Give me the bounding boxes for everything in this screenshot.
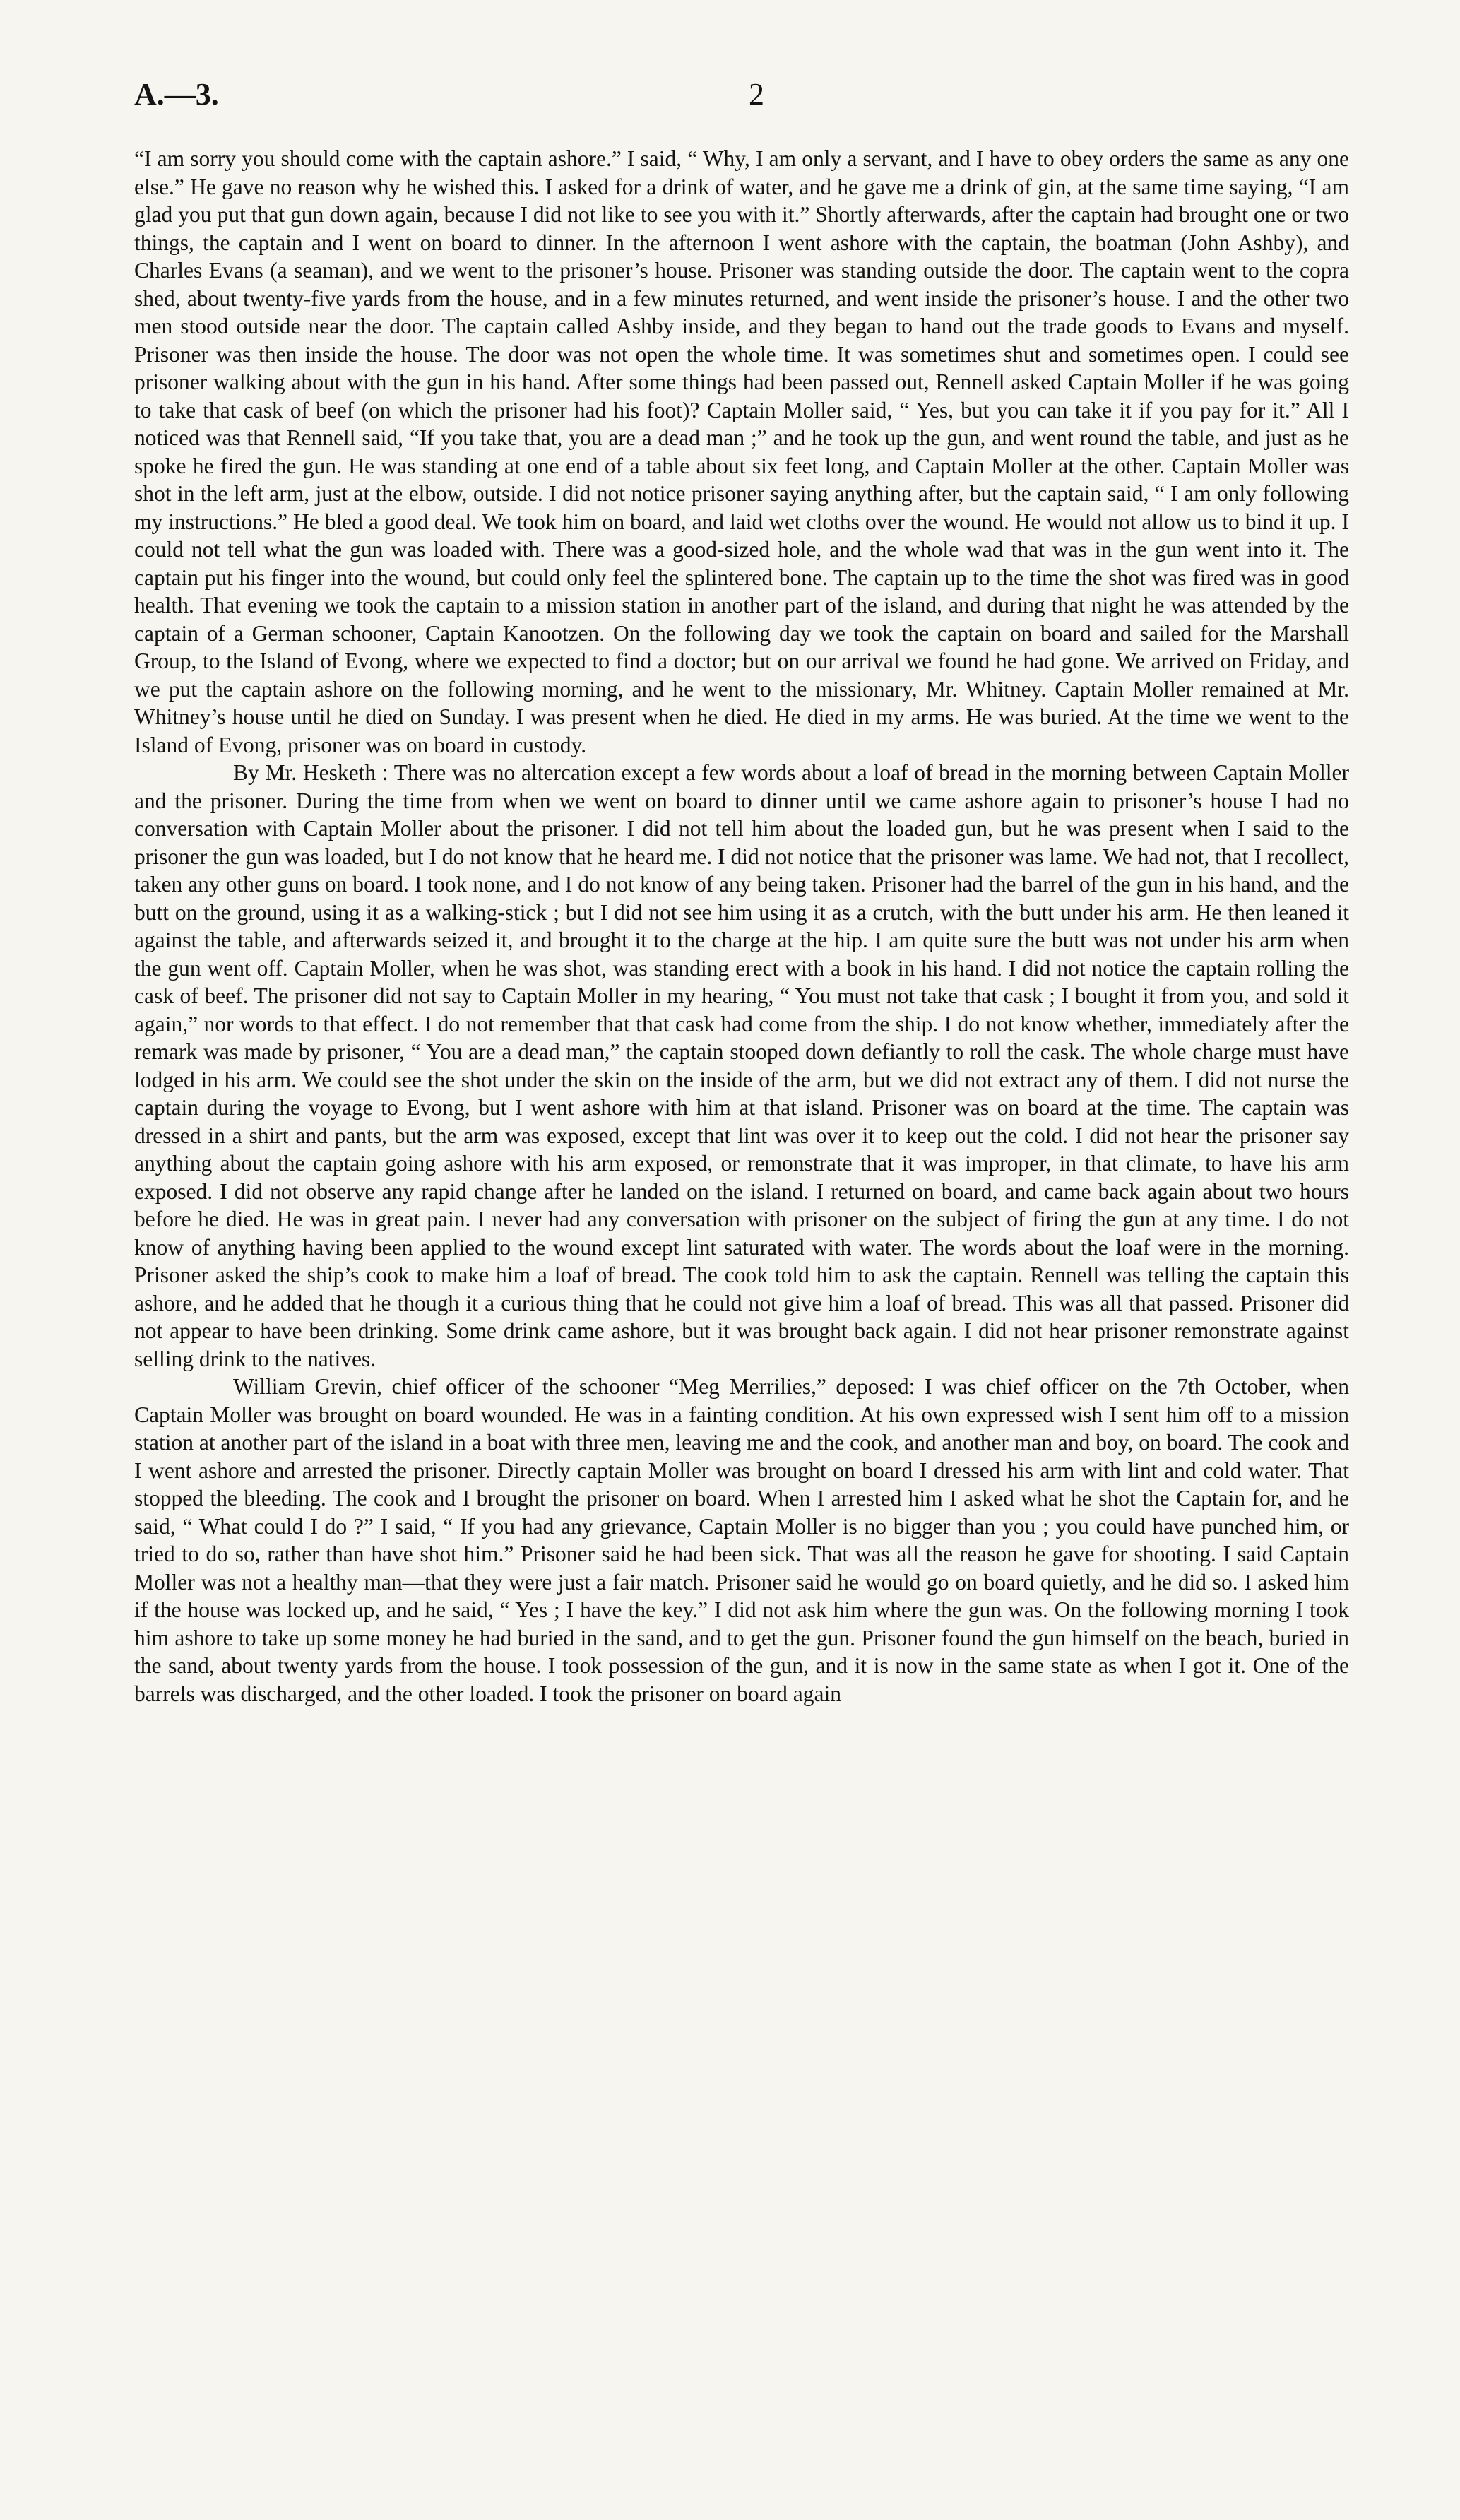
paragraph-testimony-continued: “I am sorry you should come with the captain ashore.” I said, “ Why, I am only a servant, and I have to obey orders the same as any one else.” He gave no reason why he wished this. I asked for a drink of water, and he gave me a drink of gin, at the same time saying, “I am glad you put that gun down again, because I did not like to see you with it.” Shortly afterwards, after the captain had brought one or two things, the captain and I went on board to dinner. In the afternoon I went ashore with the captain, the boatman (John Ashby), and Charles Evans (a seaman), and we went to the prisoner’s house. Prisoner was standing outside the door. The captain went to the copra shed, about twenty-five yards from the house, and in a few minutes returned, and went inside the prisoner’s house. I and the other two men stood outside near the door. The captain called Ashby inside, and they began to hand out the trade goods to Evans and myself. Prisoner was then inside the house. The door was not open the whole time. It was sometimes shut and sometimes open. I could see prisoner walking about with the gun in his hand. After some things had been passed out, Rennell asked Captain Moller if he was going to take that cask of beef (on which the prisoner had his foot)? Captain Moller said, “ Yes, but you can take it if you pay for it.” All I noticed was that Rennell said, “If you take that, you are a dead man ;” and he took up the gun, and went round the table, and just as he spoke he fired the gun. He was standing at one end of a table about six feet long, and Captain Moller at the other. Captain Moller was shot in the left arm, just at the elbow, outside. I did not notice prisoner saying anything after, but the captain said, “ I am only following my instructions.” He bled a good deal. We took him on board, and laid wet cloths over the wound. He would not allow us to bind it up. I could not tell what the gun was loaded with. There was a good-sized hole, and the whole wad that was in the gun went into it. The captain put his finger into the wound, but could only feel the splintered bone. The captain up to the time the shot was fired was in good health. That evening we took the captain to a mission station in another part of the island, and during that night he was attended by the captain of a German schooner, Captain Kanootzen. On the following day we took the captain on board and sailed for the Marshall Group, to the Island of Evong, where we expected to find a doctor; but on our arrival we found he had gone. We arrived on Friday, and we put the captain ashore on the following morning, and he went to the missionary, Mr. Whitney. Captain Moller remained at Mr. Whitney’s house until he died on Sunday. I was present when he died. He died in my arms. He was buried. At the time we went to the Island of Evong, prisoner was on board in custody.: [134, 146, 1349, 757]
body-text: [134, 145, 1349, 1708]
paragraph-cross-examination: By Mr. Hesketh : There was no altercation except a few words about a loaf of bread in the morning between Captain Moller and the prisoner. During the time from when we went on board to dinner until we came ashore again to prisoner’s house I had no conversation with Captain Moller about the prisoner. I did not tell him about the loaded gun, but he was present when I said to the prisoner the gun was loaded, but I do not know that he heard me. I did not notice that the prisoner was lame. We had not, that I recollect, taken any other guns on board. I took none, and I do not know of any being taken. Prisoner had the barrel of the gun in his hand, and the butt on the ground, using it as a walking-stick ; but I did not see him using it as a crutch, with the butt under his arm. He then leaned it against the table, and afterwards seized it, and brought it to the charge at the hip. I am quite sure the butt was not under his arm when the gun went off. Captain Moller, when he was shot, was standing erect with a book in his hand. I did not notice the captain rolling the cask of beef. The prisoner did not say to Captain Moller in my hearing, “ You must not take that cask ; I bought it from you, and sold it again,” nor words to that effect. I do not remember that that cask had come from the ship. I do not know whether, immediately after the remark was made by prisoner, “ You are a dead man,” the captain stooped down defiantly to roll the cask. The whole charge must have lodged in his arm. We could see the shot under the skin on the inside of the arm, but we did not extract any of them. I did not nurse the captain during the voyage to Evong, but I went ashore with him at that island. Prisoner was on board at the time. The captain was dressed in a shirt and pants, but the arm was exposed, except that lint was over it to keep out the cold. I did not hear the prisoner say anything about the captain going ashore with his arm exposed, or remonstrate that it was improper, in that climate, to have his arm exposed. I did not observe any rapid change after he landed on the island. I returned on board, and came back again about two hours before he died. He was in great pain. I never had any conversation with prisoner on the subject of firing the gun at any time. I do not know of anything having been applied to the wound except lint saturated with water. The words about the loaf were in the morning. Prisoner asked the ship’s cook to make him a loaf of bread. The cook told him to ask the captain. Rennell was telling the captain this ashore, and he added that he though it a curious thing that he could not give him a loaf of bread. This was all that passed. Prisoner did not appear to have been drinking. Some drink came ashore, but it was brought back again. I did not hear prisoner remonstrate against selling drink to the natives.: [134, 760, 1349, 1371]
series-code: A.—3.: [134, 77, 219, 112]
page-number: 2: [749, 77, 764, 112]
page-header: [134, 76, 1349, 119]
paragraph-grevin-deposition: William Grevin, chief officer of the schooner “Meg Merrilies,” deposed: I was chief officer on the 7th October, when Captain Moller was brought on board wounded. He was in a fainting condition. At his own expressed wish I sent him off to a mission station at another part of the island in a boat with three men, leaving me and the cook, and another man and boy, on board. The cook and I went ashore and arrested the prisoner. Directly captain Moller was brought on board I dressed his arm with lint and cold water. That stopped the bleeding. The cook and I brought the prisoner on board. When I arrested him I asked what he shot the Captain for, and he said, “ What could I do ?” I said, “ If you had any grievance, Captain Moller is no bigger than you ; you could have punched him, or tried to do so, rather than have shot him.” Prisoner said he had been sick. That was all the reason he gave for shooting. I said Captain Moller was not a healthy man—that they were just a fair match. Prisoner said he would go on board quietly, and he did so. I asked him if the house was locked up, and he said, “ Yes ; I have the key.” I did not ask him where the gun was. On the following morning I took him ashore to take up some money he had buried in the sand, and to get the gun. Prisoner found the gun himself on the beach, buried in the sand, about twenty yards from the house. I took possession of the gun, and it is now in the same state as when I got it. One of the barrels was discharged, and the other loaded. I took the prisoner on board again: [134, 1374, 1349, 1706]
